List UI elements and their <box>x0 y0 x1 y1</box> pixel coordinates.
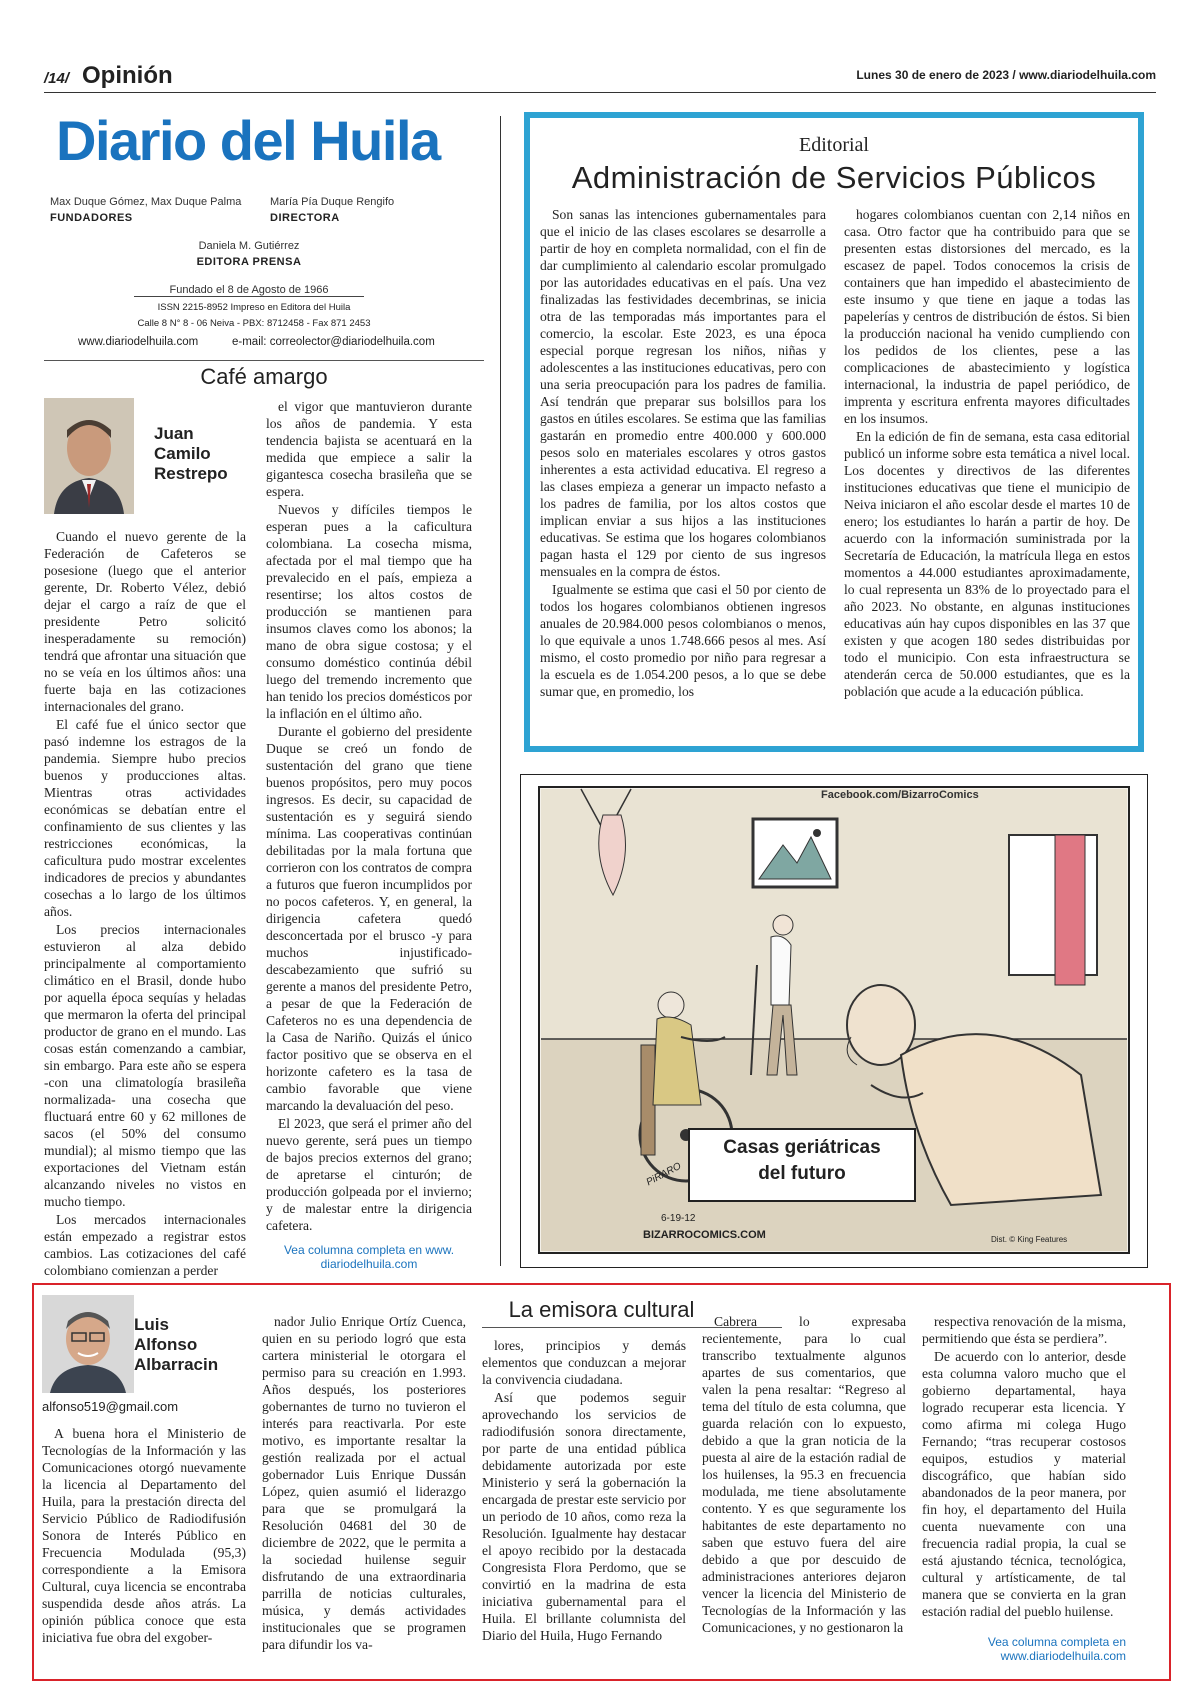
cartoon-caption <box>689 1135 915 1187</box>
author-name-line: Restrepo <box>154 464 228 483</box>
article-paragraph: El 2023, que será el primer año del nuevo gerente, será pues un tiempo de bajos precios externos del grano; de apretarse el cinturón; de producción golpeada por el invierno; y de malestar entre la dirigencia cafetera. <box>266 1116 472 1233</box>
author-email[interactable]: alfonso519@gmail.com <box>42 1399 179 1414</box>
caption-line: del futuro <box>758 1163 846 1184</box>
cartoon-date: 6-19-12 <box>661 1213 696 1224</box>
article-paragraph: De acuerdo con lo anterior, desde esta columna valoro mucho que el gobierno departamental, haya logrado recuperar esta licencia. Y como afirma mi colega Hugo Fernando; “tras recuperar costosos equipos, estudios y material discográfico, que habían sido abandonados de la peor manera, por fin hoy, el departamento del Huila cuenta nuevamente con una frecuencia radial propia, la cual se está ajustando técnica, tecnológica, cultural y artísticamente, de tal manera que se convierta en la gran estación radial del pueblo huilense. <box>922 1349 1126 1619</box>
section-title: Opinión <box>82 62 173 89</box>
author-photo <box>42 1295 134 1393</box>
cafe-column-1 <box>44 528 246 1278</box>
column-divider <box>500 116 501 1266</box>
cartoon-site: BIZARROCOMICS.COM <box>643 1229 766 1241</box>
column-rule <box>44 360 484 361</box>
cartoon-syndicate: Dist. © King Features <box>991 1235 1068 1244</box>
author-name-line: Albarracin <box>134 1355 219 1374</box>
editor-name: Daniela M. Gutiérrez <box>198 240 300 252</box>
dateline: Lunes 30 de enero de 2023 / www.diariodelhuila.com <box>856 68 1156 82</box>
cartoon-facebook-tag: Facebook.com/BizarroComics <box>821 789 979 801</box>
article-paragraph: El café fue el único sector que pasó indemne los estragos de la pandemia. Siempre hubo precios buenos y producciones altas. Mientras otras actividades económicas se debatían entre el confinamiento de sus clientes y las restricciones económicas, la caficultura pudo mostrar excelentes indicadores de precios y abundantes cosechas a lo largo de los últimos años. <box>44 717 246 919</box>
author-name <box>154 424 228 484</box>
emisora-column-box <box>32 1283 1171 1681</box>
article-paragraph: Son sanas las intenciones gubernamentales para que el inicio de las clases escolares se desarrolle a partir de hoy en completa normalidad, con el fin de dar cumplimiento al calendario escolar promulgado por las autoridades educativas en el país. Una vez finalizadas las festividades decembrinas, se inicia otra de las temporadas más importantes para el comercio, la escolar. Este 2023, es una época especial porque regresan los niños, niñas y adolescentes a las instituciones educativas, pero con una seria preocupación para los padres de familia. Así tendrán que preparar sus bolsillos para los gastos en útiles escolares. Se estima que las familias gastarán en promedio entre 400.000 y 600.000 pesos solo en materiales escolares y otros gastos inherentes a esta actividad educativa. El regreso a las clases empieza a generar un impacto nefasto a los padres de familia, por los altos costos que implican enviar a sus hijos a las instituciones educativas. Se estima que los hogares colombianos pagan hasta el 129 por ciento de sus ingresos mensuales en la compra de éstos. <box>540 207 826 579</box>
masthead <box>44 108 484 363</box>
author-name-line: Luis <box>134 1315 169 1334</box>
article-paragraph: Los precios internacionales estuvieron al alza debido principalmente al comportamiento climático en el Brasil, donde hubo por aquella época sequías y heladas que mermaron la oferta del principal productor de grano en el mundo. Las cosas están comenzando a cambiar, sin embargo. Para este año se espera -con una climatología brasileña normalizada- una cosecha que fluctuará entre 60 y 62 millones de sacos (el 50% del consumo mundial); al mismo tiempo que las exportaciones del Vietnam están alcanzando niveles no vistos en mucho tiempo. <box>44 922 246 1209</box>
director-name: María Pía Duque Rengifo <box>270 196 395 208</box>
caption-line: Casas geriátricas <box>723 1137 881 1158</box>
founders-role: FUNDADORES <box>50 212 133 224</box>
emisora-column-5 <box>922 1313 1126 1631</box>
address-line: Calle 8 N° 8 - 06 Neiva - PBX: 8712458 - Fax 871 2453 <box>137 318 371 329</box>
article-paragraph: Cabrera lo expresaba recientemente, para lo cual transcribo textualmente algunos apartes de sus comentarios, que valen la pena resaltar: “Regreso al tema del título de esta columna, que guarda relación con lo expuesto, debido a que la gran noticia de la puesta al aire de la estación radial de los huilenses, la 95.3 en frecuencia modulada, me tiene absolutamente contento. Y es que seguramente los habitantes de este departamento no saben que estuvo fuera del aire debido a que por descuido de administraciones anteriores dejaron vencer la licencia del Ministerio de Tecnologías de la Información y las Comunicaciones, y no gestionaron la <box>702 1314 906 1635</box>
masthead-email[interactable]: e-mail: correolector@diariodelhuila.com <box>232 336 435 348</box>
founders-names: Max Duque Gómez, Max Duque Palma <box>50 196 242 208</box>
author-name-line: Alfonso <box>134 1335 198 1354</box>
cartoonist-signature: PiRARO <box>644 1160 684 1189</box>
emisora-column-2 <box>262 1313 466 1673</box>
author-name <box>134 1315 218 1375</box>
page-number: /14/ <box>44 70 70 87</box>
emisora-column-3 <box>482 1337 686 1673</box>
editorial-column-2 <box>844 206 1130 742</box>
editorial-title: Administración de Servicios Públicos <box>571 160 1097 195</box>
author-name-line: Camilo <box>154 444 211 463</box>
editorial-cartoon <box>520 774 1148 1268</box>
editorial-box <box>524 112 1144 752</box>
link-line: diariodelhuila.com <box>320 1257 418 1271</box>
link-line: www.diariodelhuila.com <box>1000 1649 1126 1663</box>
article-paragraph: el vigor que mantuvieron durante los años de pandemia. Y esta tendencia bajista se acentuará en la medida que empiece a salir la gigantesca cosecha brasileña que se espera. <box>266 399 472 499</box>
article-paragraph: nador Julio Enrique Ortíz Cuenca, quien en su periodo logró que esta cartera ministerial le otorgara el permiso para su creación en 1.993. Años después, los posteriores gobernantes de turno no tuvieron el interés para reactivarla. Por este motivo, es importante resaltar la gestión realizada por el actual gobernador Luis Enrique Dussán López, quien asumió el liderazgo para que se promulgará la Resolución 04681 del 30 de diciembre de 2022, que le permita a la sociedad huilense seguir disfrutando de una extraordinaria parrilla de noticias culturales, música, y demás actividades institucionales que se programen para difundir los va- <box>262 1314 466 1652</box>
emisora-column-1 <box>42 1425 246 1673</box>
article-paragraph: Durante el gobierno del presidente Duque se creó un fondo de sustentación del grano que tiene buenos propósitos, pero muy pocos ingresos. Es decir, su capacidad de sustentación es y seguirá siendo mínima. Las cooperativas continúan debilitadas por la mala fortuna que corrieron con los contratos de compra a futuros que fueron incumplidos por no pocos cafeteros. Y, en general, la dirigencia cafetera quedó desconcertada por el brusco -y para muchos injustificado- descabezamiento que sufrió su gerente a manos del presidente Petro, a pesar de que la Federación de Cafeteros no es una dependencia de la Casa de Nariño. Quizás el único factor positivo que se observa en el horizonte cafetero es la tasa de cambio favorable que viene marcando la devaluación del peso. <box>266 724 472 1113</box>
cartoon-illustration <box>521 775 1146 1266</box>
article-paragraph: A buena hora el Ministerio de Tecnologías de la Información y las Comunicaciones otorgó nuevamente la licencia al Departamento del Huila, para la prestación directa del Servicio Público de Radiodifusión Sonora de Interés Público en Frecuencia Modulada (95,3) correspondiente a la Emisora Cultural, cuya licencia se encontraba suspendida desde años atrás. La opinión pública conoce que esta iniciativa fue obra del exgober- <box>42 1426 246 1645</box>
article-paragraph: Nuevos y difíciles tiempos le esperan pues a la caficultura colombiana. La cosecha misma, afectada por el mal tiempo que ha prevalecido en el país, empieza a resentirse; los altos costos de producción se mantienen para insumos claves como los abonos; la mano de obra sigue costosa; y el consumo doméstico continúa débil luego del tremendo incremento que han tenido los precios domésticos por la inflación en el último año. <box>266 502 472 721</box>
article-paragraph: Igualmente se estima que casi el 50 por ciento de todos los hogares colombianos obtienen ingresos anuales de 20.984.000 pesos colombianos o menos, lo que equivale a unos 1.748.666 pesos al mes. Así mismo, el costo promedio por niño para regresar a la escuela es de 1.054.200 pesos, a lo que se debe sumar que, en promedio, los <box>540 582 826 699</box>
cafe-column-2 <box>266 398 472 1241</box>
director-role: DIRECTORA <box>270 212 340 224</box>
author-photo <box>44 398 134 514</box>
editor-role: EDITORA PRENSA <box>196 256 302 268</box>
article-paragraph: Cuando el nuevo gerente de la Federación de Cafeteros se posesione (luego que el anterior gerente, Dr. Roberto Vélez, debió dejar el cargo a raíz de que el presidente Petro solicitó inesperadamente su remoción) tendrá que afrontar una situación que no se veía en los últimos años: una fuerte baja en las cotizaciones internacionales del grano. <box>44 529 246 714</box>
link-line: Vea columna completa en <box>987 1635 1126 1649</box>
article-paragraph: hogares colombianos cuentan con 2,14 niños en casa. Otro factor que ha contribuido para que se presenten estas distorsiones del mercado, es la escasez de papel. Todos conocemos la crisis de containers que han impedido el abastecimiento de este insumo y que tiene en jaque a todas las papelerías y centros de distribución de éstos. Si bien la producción nacional ha venido cumpliendo con los pedidos de los clientes, pese a las complicaciones de abastecimiento y logística internacional, la industria de papel periódico, de imprenta y escritura enfrenta mayores dificultades en los insumos. <box>844 207 1130 426</box>
masthead-web-link[interactable]: www.diariodelhuila.com <box>78 336 199 348</box>
page-header <box>44 62 1156 90</box>
issn-line: ISSN 2215-8952 Impreso en Editora del Huila <box>157 302 351 313</box>
editorial-kicker: Editorial <box>799 134 869 156</box>
article-paragraph: Así que podemos seguir aprovechando los servicios de radiodifusión sonora directamente, por parte de una entidad pública debidamente autorizada por este Ministerio y será la gobernación la encargada de prestar este servicio por un periodo de 10 años, como reza la Resolución. Igualmente hay destacar el apoyo recibido por la destacada Congresista Flora Perdomo, que se convirtió en la madrina de esta iniciativa gubernamental para el Huila. El brillante columnista del Diario del Huila, Hugo Fernando <box>482 1390 686 1643</box>
author-name-line: Juan <box>154 424 194 443</box>
editorial-column-1 <box>540 206 826 742</box>
article-paragraph: lores, principios y demás elementos que conduzcan a mejorar la convivencia ciudadana. <box>482 1338 686 1387</box>
column-title: Café amargo <box>200 364 328 389</box>
emisora-column-4 <box>702 1313 906 1673</box>
article-paragraph: respectiva renovación de la misma, permitiendo que ésta se perdiera”. <box>922 1314 1126 1346</box>
newspaper-logo: Diario del Huila <box>56 109 440 172</box>
column-title: La emisora cultural <box>508 1297 695 1322</box>
article-paragraph: En la edición de fin de semana, esta casa editorial publicó un informe sobre esta temática a nivel local. Los docentes y directivos de las diferentes instituciones educativas que tiene el municipio de Neiva iniciaron el año escolar desde el martes 10 de enero; los estudiantes lo harán a partir de hoy. De acuerdo con la información suministrada por la Secretaría de Educación, la matrícula llega en estos momentos a 44.000 estudiantes aproximadamente, lo cual representa un 83% de lo proyectado para el año 2023. No obstante, en algunas instituciones educativas aún hay cupos disponibles en las 37 que existen y que acogen 180 sedes distribuidas por todo el municipio. Con esta infraestructura se atenderán cerca de 50.000 estudiantes, que es la población que acude a la educación pública. <box>844 429 1130 699</box>
founded-line: Fundado el 8 de Agosto de 1966 <box>134 284 364 297</box>
link-line: Vea columna completa en www. <box>283 1243 455 1257</box>
header-rule <box>44 92 1156 93</box>
article-paragraph: Los mercados internacionales están empezado a registrar estos cambios. Las cotizaciones del café colombiano comienzan a perder <box>44 1212 246 1278</box>
emisora-full-column-link[interactable] <box>922 1635 1126 1663</box>
cafe-full-column-link[interactable] <box>266 1243 472 1271</box>
